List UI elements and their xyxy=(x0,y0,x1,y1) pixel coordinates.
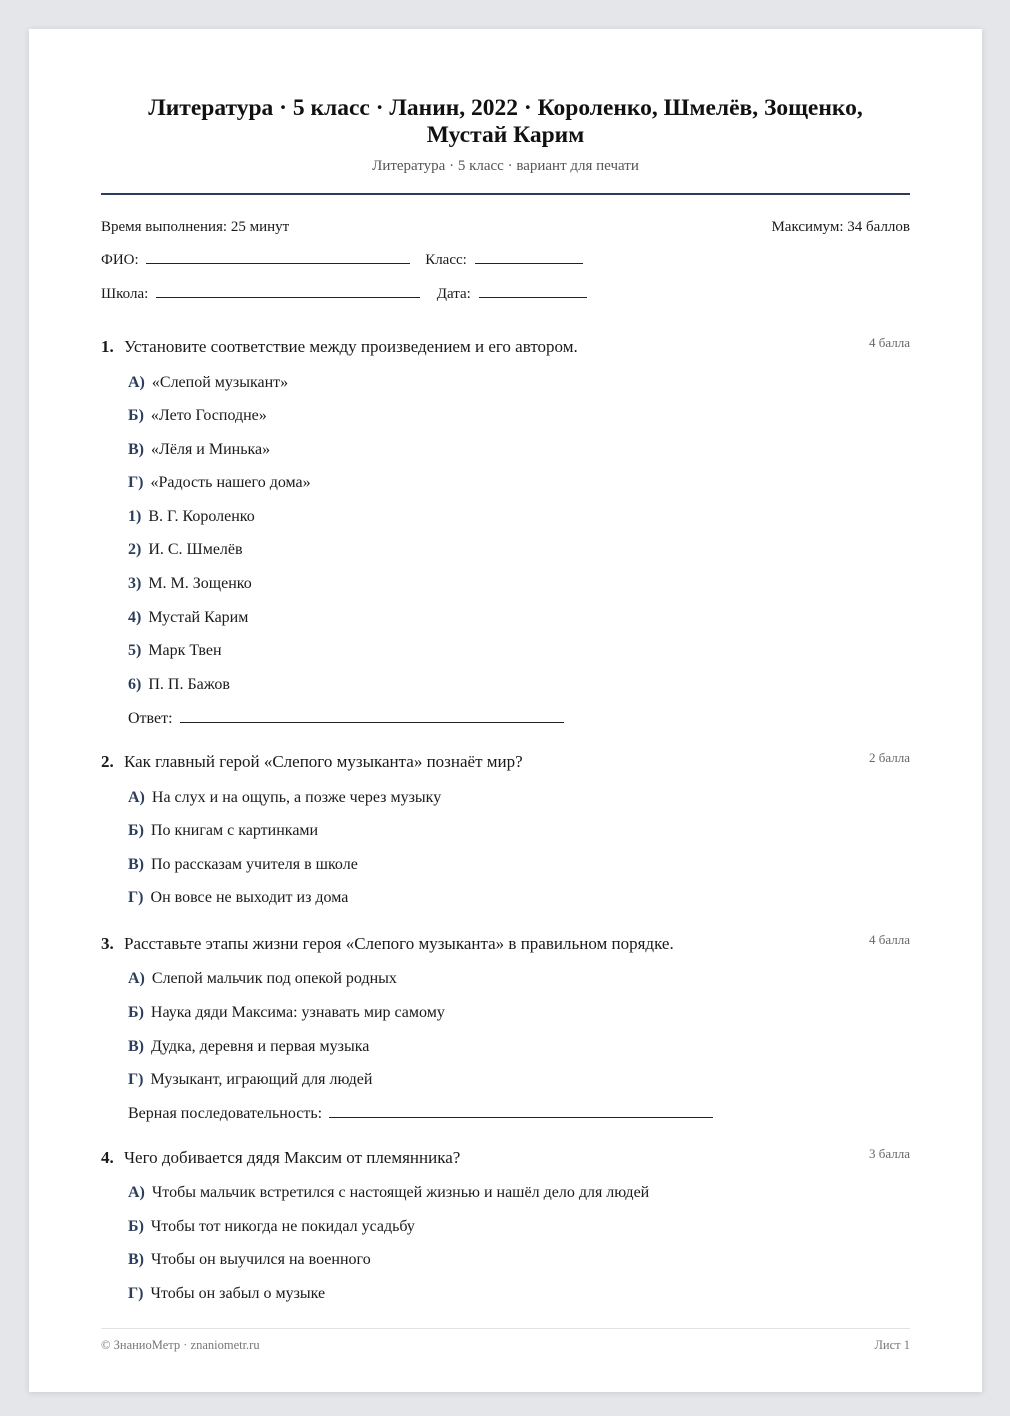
school-date-row xyxy=(101,286,587,303)
question-number: 1. xyxy=(101,337,114,356)
q2-option-a xyxy=(128,789,441,807)
q1-option-b xyxy=(128,407,267,425)
option-text: И. С. Шмелёв xyxy=(148,541,243,558)
question-header xyxy=(101,337,910,361)
question-number: 2. xyxy=(101,752,114,771)
option-text: Наука дяди Максима: узнавать мир самому xyxy=(150,1004,445,1021)
q1-option-v xyxy=(128,441,270,459)
worksheet-page xyxy=(29,29,982,1392)
q1-author-2 xyxy=(128,541,243,559)
option-label: В) xyxy=(128,856,144,873)
fio-class-row xyxy=(101,252,583,269)
q3-option-a xyxy=(128,970,397,988)
option-text: В. Г. Короленко xyxy=(148,508,255,525)
option-text: М. М. Зощенко xyxy=(148,575,252,592)
option-text: Слепой мальчик под опекой родных xyxy=(151,970,397,987)
option-label: 1) xyxy=(128,508,142,525)
question-points: 4 балла xyxy=(869,932,910,947)
q1-answer-row xyxy=(128,710,564,728)
q3-option-g xyxy=(128,1071,372,1089)
question-text: Как главный герой «Слепого музыканта» познаёт мир? xyxy=(124,752,523,771)
answer-label: Ответ: xyxy=(128,710,173,727)
q2-option-v xyxy=(128,856,358,874)
option-text: «Слепой музыкант» xyxy=(151,374,289,391)
option-text: «Радость нашего дома» xyxy=(150,474,311,491)
option-text: «Лето Господне» xyxy=(150,407,267,424)
page-content xyxy=(101,29,910,1392)
question-header xyxy=(101,1148,910,1172)
q4-option-a xyxy=(128,1184,649,1202)
class-label: Класс: xyxy=(425,252,467,268)
option-label: А) xyxy=(128,789,145,806)
date-label: Дата: xyxy=(436,286,471,302)
page-title xyxy=(101,95,910,149)
title-line-1: Литература · 5 класс · Ланин, 2022 · Короленко, Шмелёв, Зощенко, xyxy=(148,95,863,121)
fio-field[interactable] xyxy=(146,262,410,264)
question-header xyxy=(101,934,910,958)
option-label: Г) xyxy=(128,1071,144,1088)
option-text: Чтобы он выучился на военного xyxy=(151,1251,371,1268)
question-text: Установите соответствие между произведением и его автором. xyxy=(124,337,578,356)
q1-author-3 xyxy=(128,575,252,593)
q4-option-b xyxy=(128,1218,415,1236)
footer-copyright: © ЗнаниоМетр · znaniometr.ru xyxy=(101,1338,260,1352)
q1-option-g xyxy=(128,474,311,492)
option-label: А) xyxy=(128,1184,145,1201)
q3-answer-row xyxy=(128,1105,713,1123)
option-text: Дудка, деревня и первая музыка xyxy=(151,1038,370,1055)
option-label: 4) xyxy=(128,609,142,626)
page-subtitle: Литература · 5 класс · вариант для печати xyxy=(372,158,639,174)
q1-author-1 xyxy=(128,508,255,526)
question-points: 2 балла xyxy=(869,750,910,765)
footer-divider xyxy=(101,1328,910,1329)
question-header xyxy=(101,752,910,776)
q1-answer-field[interactable] xyxy=(180,721,564,723)
option-text: Чтобы мальчик встретился с настоящей жизнью и нашёл дело для людей xyxy=(151,1184,650,1201)
option-text: Музыкант, играющий для людей xyxy=(150,1071,373,1088)
question-1 xyxy=(101,337,910,361)
question-points: 4 балла xyxy=(869,335,910,350)
option-label: А) xyxy=(128,374,145,391)
option-label: 3) xyxy=(128,575,142,592)
option-text: На слух и на ощупь, а позже через музыку xyxy=(151,789,442,806)
q1-author-4 xyxy=(128,609,248,627)
max-score: Максимум: 34 баллов xyxy=(771,219,910,235)
option-label: Б) xyxy=(128,822,144,839)
option-text: По книгам с картинками xyxy=(150,822,319,839)
footer-sheet-number: Лист 1 xyxy=(874,1338,910,1352)
school-field[interactable] xyxy=(156,296,420,298)
q1-author-6 xyxy=(128,676,230,694)
option-text: Мустай Карим xyxy=(148,609,249,626)
question-points: 3 балла xyxy=(869,1146,910,1161)
question-text: Чего добивается дядя Максим от племянника? xyxy=(124,1148,461,1167)
question-2 xyxy=(101,752,910,776)
option-label: В) xyxy=(128,1038,144,1055)
fio-label: ФИО: xyxy=(101,252,139,268)
option-label: Б) xyxy=(128,1218,144,1235)
option-text: Марк Твен xyxy=(148,642,222,659)
header-divider xyxy=(101,193,910,195)
question-4 xyxy=(101,1148,910,1172)
q1-option-a xyxy=(128,374,288,392)
q2-option-g xyxy=(128,889,348,907)
q4-option-g xyxy=(128,1285,325,1303)
option-label: Б) xyxy=(128,407,144,424)
q4-option-v xyxy=(128,1251,371,1269)
option-label: Г) xyxy=(128,474,144,491)
option-label: Г) xyxy=(128,889,144,906)
q2-option-b xyxy=(128,822,318,840)
answer-label: Верная последовательность: xyxy=(128,1105,323,1122)
q3-answer-field[interactable] xyxy=(329,1116,713,1118)
q1-author-5 xyxy=(128,642,222,660)
option-label: В) xyxy=(128,441,144,458)
school-label: Школа: xyxy=(101,286,149,302)
option-label: В) xyxy=(128,1251,144,1268)
option-text: Чтобы тот никогда не покидал усадьбу xyxy=(150,1218,415,1235)
option-label: 2) xyxy=(128,541,142,558)
date-field[interactable] xyxy=(479,296,587,298)
question-number: 4. xyxy=(101,1148,114,1167)
option-text: По рассказам учителя в школе xyxy=(151,856,358,873)
option-label: Г) xyxy=(128,1285,144,1302)
option-label: 5) xyxy=(128,642,142,659)
option-label: 6) xyxy=(128,676,142,693)
option-text: Чтобы он забыл о музыке xyxy=(150,1285,326,1302)
option-text: П. П. Бажов xyxy=(148,676,230,693)
time-limit: Время выполнения: 25 минут xyxy=(101,219,290,235)
title-line-2: Мустай Карим xyxy=(426,122,585,148)
question-3 xyxy=(101,934,910,958)
class-field[interactable] xyxy=(475,262,583,264)
q3-option-v xyxy=(128,1038,369,1056)
question-text: Расставьте этапы жизни героя «Слепого музыканта» в правильном порядке. xyxy=(124,934,674,953)
option-text: «Лёля и Минька» xyxy=(151,441,271,458)
option-text: Он вовсе не выходит из дома xyxy=(150,889,349,906)
question-number: 3. xyxy=(101,934,114,953)
option-label: А) xyxy=(128,970,145,987)
q3-option-b xyxy=(128,1004,445,1022)
option-label: Б) xyxy=(128,1004,144,1021)
